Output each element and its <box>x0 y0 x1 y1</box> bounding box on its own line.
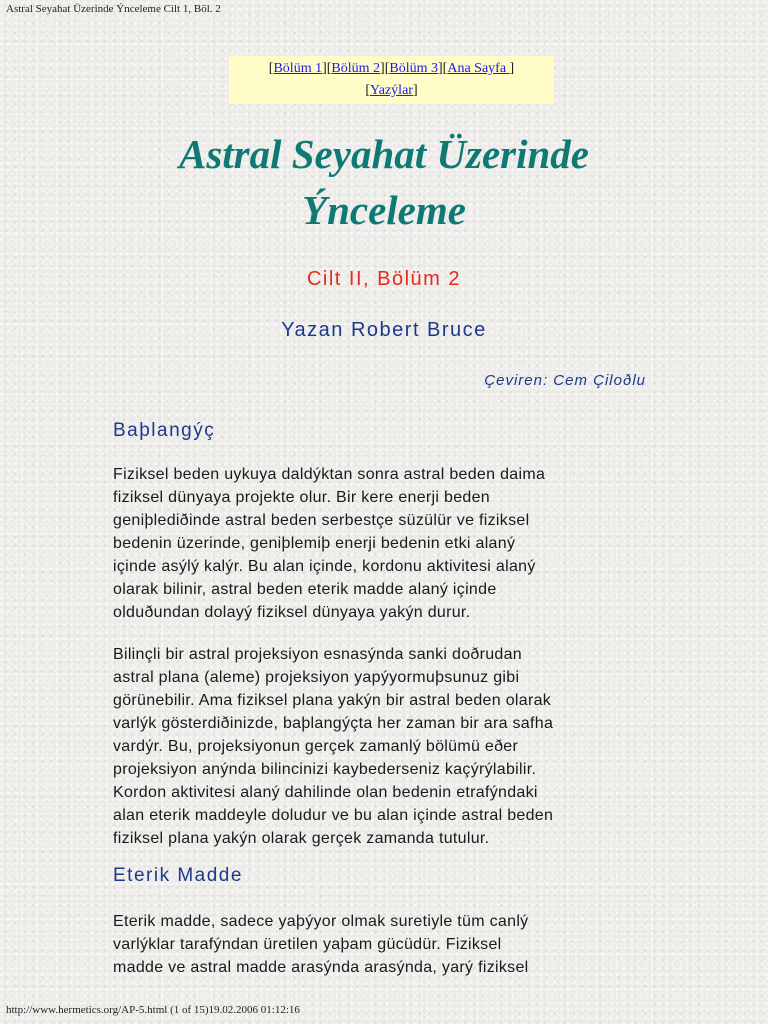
paragraph-line: Bilinçli bir astral projeksiyon esnasýnda sanki doðrudan <box>113 646 523 663</box>
translator-line: Çeviren: Cem Çiloðlu <box>484 372 646 389</box>
volume-subtitle: Cilt II, Bölüm 2 <box>306 268 462 290</box>
paragraph-line: olduðundan dolayý fiziksel dünyaya yakýn durur. <box>113 604 471 621</box>
paragraph-line: bedenin üzerinde, geniþlemiþ enerji bedenin etki alaný <box>113 535 516 552</box>
paragraph-line: Fiziksel beden uykuya daldýktan sonra astral beden daima <box>113 466 546 483</box>
paragraph-line: içinde asýlý kalýr. Bu alan içinde, kordonu aktivitesi alaný <box>113 558 536 575</box>
page-title <box>0 126 768 238</box>
paragraph-line: geniþlediðinde astral beden serbestçe süzülür ve fiziksel <box>113 512 530 529</box>
nav-primary-row: [Bölüm 1][Bölüm 2][Bölüm 3][Ana Sayfa ] <box>268 61 515 76</box>
paragraph-line: alan eterik maddeyle doludur ve bu alan içinde astral beden <box>113 807 554 824</box>
print-footer: http://www.hermetics.org/AP-5.html (1 of 15)19.02.2006 01:12:16 <box>6 1004 300 1016</box>
nav-link-bolum-3[interactable]: Bölüm 3 <box>389 61 438 76</box>
section-heading-eterik-madde: Eterik Madde <box>113 865 243 886</box>
paragraph-1 <box>113 463 673 624</box>
page-title-line-2: Ýnceleme <box>302 187 466 233</box>
paragraph-line: olarak bilinir, astral beden eterik madde alaný içinde <box>113 581 497 598</box>
print-header: Astral Seyahat Üzerinde Ýnceleme Cilt 1, Böl. 2 <box>6 3 221 15</box>
section-heading-baslangic: Baþlangýç <box>113 420 216 441</box>
nav-link-ana-sayfa[interactable]: Ana Sayfa <box>447 61 510 76</box>
nav-link-yazilar[interactable]: Yazýlar <box>370 83 413 98</box>
paragraph-line: vardýr. Bu, projeksiyonun gerçek zamanlý bölümü eðer <box>113 738 519 755</box>
paragraph-line: varlýklar tarafýndan üretilen yaþam gücüdür. Fiziksel <box>113 936 502 953</box>
nav-link-bolum-1[interactable]: Bölüm 1 <box>273 61 323 76</box>
nav-secondary-row: [Yazýlar] <box>365 83 418 98</box>
paragraph-line: fiziksel dünyaya projekte olur. Bir kere enerji beden <box>113 489 490 506</box>
paragraph-line: varlýk gösterdiðinizde, baþlangýçta her zaman bir ara safha <box>113 715 554 732</box>
paragraph-line: madde ve astral madde arasýnda arasýnda, yarý fiziksel <box>113 959 529 976</box>
paragraph-line: projeksiyon anýnda bilincinizi kaybederseniz kaçýrýlabilir. <box>113 761 537 778</box>
paragraph-line: Eterik madde, sadece yaþýyor olmak suretiyle tüm canlý <box>113 913 529 930</box>
page-title-line-1: Astral Seyahat Üzerinde <box>178 131 590 177</box>
nav-box <box>229 56 554 104</box>
paragraph-line: astral plana (aleme) projeksiyon yapýyormuþsunuz gibi <box>113 669 520 686</box>
paragraph-3 <box>113 910 673 979</box>
nav-link-bolum-2[interactable]: Bölüm 2 <box>331 61 381 76</box>
paragraph-line: Kordon aktivitesi alaný dahilinde olan bedenin etrafýndaki <box>113 784 538 801</box>
paragraph-2 <box>113 643 673 850</box>
paragraph-line: görünebilir. Ama fiziksel plana yakýn bir astral beden olarak <box>113 692 552 709</box>
paragraph-line: fiziksel plana yakýn olarak gerçek zamanda tutulur. <box>113 830 490 847</box>
author-line: Yazan Robert Bruce <box>281 319 487 341</box>
